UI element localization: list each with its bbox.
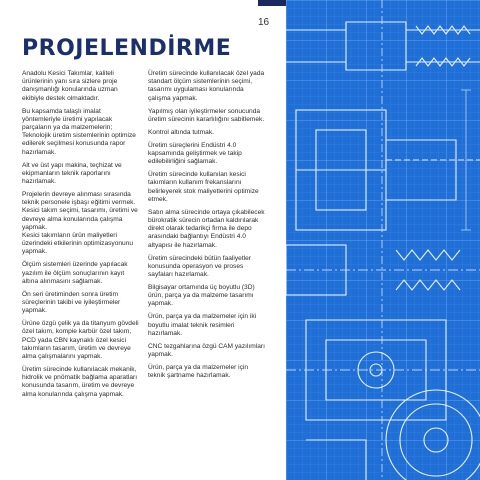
paragraph: Projelerin devreye alınması sırasında teknik personele işbaşı eğitimi vermek. [22,191,136,207]
left-text-column [22,70,140,404]
paragraph: Anadolu Kesici Takımlar, kaliteli ürünlerinin yanı sıra sizlere proje danışmanlığı konularında uzman ekibiyle destek olmaktadır. [22,70,118,102]
corner-accent-bar [258,0,286,6]
paragraph: Ön seri üretiminden sonra üretim süreçlerinin takibi ve iyileştirmeler yapmak. [22,290,121,315]
paragraph: Ölçüm sistemleri üzerinde yapılacak yazılım ile ölçüm sonuçlarının kayıt altına alınmasını sağlamak. [22,261,128,285]
paragraph: Alt ve üst yapı makina, teçhizat ve ekipmanların teknik raporlarını hazırlamak. [22,161,122,186]
paragraph: Üretim süreçlerini Endüstri 4.0 kapsamında geliştirmek ve takip edilebilirliğini sağlamak. [148,141,242,166]
paragraph: Ürün, parça ya da malzemeler için iki boyutlu imalat teknik resimleri hazırlamak. [148,313,257,337]
blueprint-illustration [286,0,480,480]
paragraph: Kesici takım seçimi, tasarımı, üretimi ve devreye alma konularında çalışma yapmak. [22,207,138,231]
paragraph: Ürüne özgü çelik ya da titanyum gövdeli özel takım, kompie karbür özel takım, PCD yada CBN kaynaklı özel kesici takımların tasarım, üretim ve devreye alma çalışmalarını yapmak. [22,320,139,361]
paragraph: Yapılmış olan iyileştirmeler sonucunda üretim sürecinin kararlılığını sabitlemek. [148,107,265,123]
paragraph: Üretim sürecindeki bütün faaliyetler konusunda operasyon ve proses sayfaları hazırlamak. [148,254,251,279]
page-number: 16 [258,17,270,28]
paragraph: Kesici takımların ürün maliyetleri üzerindeki etkilerinin optimizasyonunu yapmak. [22,232,134,256]
paragraph: CNC tezgahlarına özgü CAM yazılımları yapmak. [148,342,265,359]
page-title: PROJELENDİRME [22,36,232,61]
paragraph: Üretim sürecinde kullanılacak özel yada standart ölçüm sistemlerinin seçimi, tasarımı uygulaması konularında çalışma yapmak. [148,70,265,102]
paragraph: Üretim sürecinde kullanılan kesici takımların kullanım frekanslarını belirleyerek stok maliyetlerini optimize etmek. [148,171,259,203]
paragraph: Bu kapsamda talaşlı imalat yöntemleriyle üretimi yapılacak parçaların ya da malzemelerin; Teknolojik üretim sistemlerinin optimize edilerek seçilmesi konusunda rapor hazırlamak. [22,107,136,156]
paragraph: Kontrol altında tutmak. [148,128,214,136]
paragraph: Satın alma sürecinde ortaya çıkabilecek bürokratik sürecin ortadan kaldırılarak direkt olarak tedarikçi firma ile depo arasındaki bağlantıyı Endüstri 4.0 altyapısı ile hazırlamak. [148,208,265,249]
paragraph: Bilgisayar ortamında üç boyutlu (3D) ürün, parça ya da malzeme tasarımı yapmak. [148,284,255,308]
right-text-column [148,70,266,385]
paragraph: Üretim sürecinde kullanılacak mekanik, hidrolik ve pnömatik bağlama aparatları konusunda tasarım, üretim ve devreye alma konularında çalışma yapmak. [22,366,138,398]
paragraph: Ürün, parça ya da malzemeler için teknik şartname hazırlamak. [148,364,249,380]
